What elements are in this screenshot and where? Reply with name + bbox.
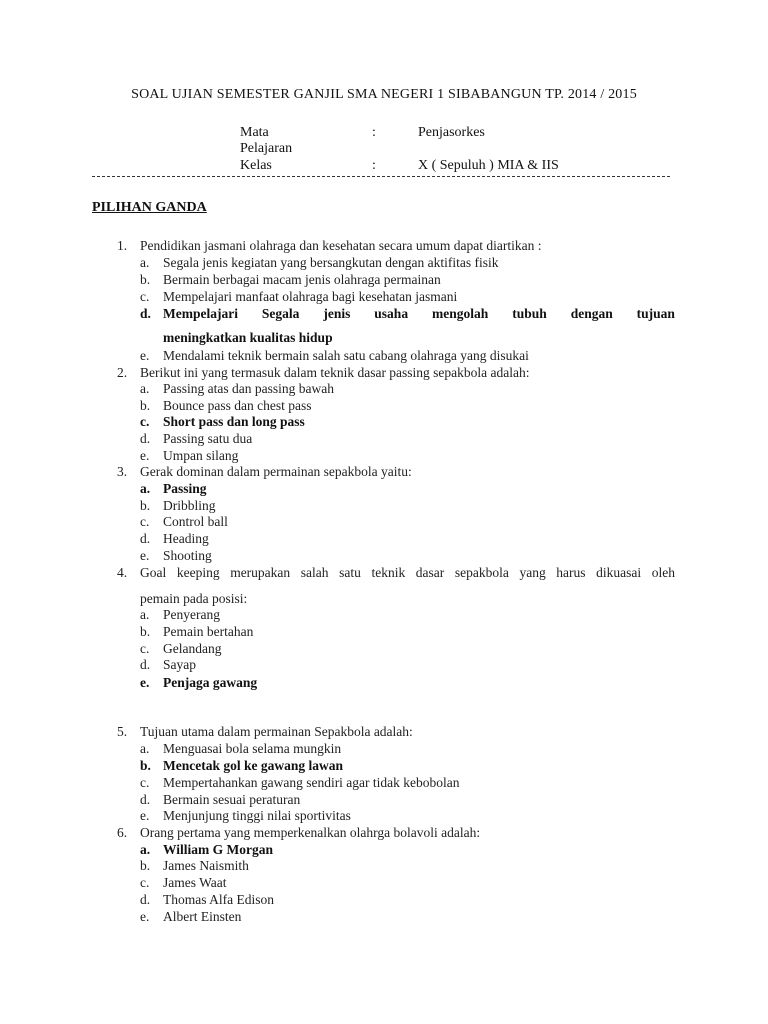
option-letter: b. [140,398,151,413]
option-text: Bermain berbagai macam jenis olahraga permainan [163,272,441,287]
option-text: Control ball [163,514,228,529]
option-word: tujuan [636,306,675,321]
option-letter: b. [140,498,151,513]
option-word: jenis [323,306,351,321]
option-letter: b. [140,858,151,873]
option-word: tubuh [512,306,547,321]
option-text: Penjaga gawang [163,675,258,690]
option-letter: a. [140,741,150,756]
option-letter: e. [140,348,150,363]
option-letter: d. [140,792,151,807]
option-word: mengolah [432,306,489,321]
option-text: Gelandang [163,641,222,656]
option-letter: a. [140,842,151,857]
question-word: Goal [140,565,167,580]
question-number: 2. [117,365,128,380]
option-text: Umpan silang [163,448,239,463]
option-letter: d. [140,531,151,546]
option-text: Heading [163,531,209,546]
question-word: merupakan [230,565,291,580]
option-word: usaha [374,306,409,321]
question-word: salah [300,565,329,580]
option-letter: e. [140,909,150,924]
option-letter: d. [140,431,151,446]
option-text: James Waat [163,875,227,890]
option-letter: c. [140,514,150,529]
page-title: SOAL UJIAN SEMESTER GANJIL SMA NEGERI 1 SIBABANGUN TP. 2014 / 2015 [131,87,637,102]
option-letter: a. [140,481,151,496]
option-text: Shooting [163,548,212,563]
option-letter: c. [140,875,150,890]
class-label: Kelas [240,158,272,173]
question-text: Orang pertama yang memperkenalkan olahrga bolavoli adalah: [140,825,481,840]
option-text: Mempertahankan gawang sendiri agar tidak kebobolan [163,775,460,790]
dashed-divider [92,176,670,177]
class-value: X ( Sepuluh ) MIA & IIS [418,158,559,173]
question-text: Gerak dominan dalam permainan sepakbola yaitu: [140,464,412,479]
question-text: Pendidikan jasmani olahraga dan kesehatan secara umum dapat diartikan : [140,238,542,253]
option-word: Mempelajari [163,306,238,321]
option-text: William G Morgan [163,842,273,857]
option-text: Menguasai bola selama mungkin [163,741,342,756]
option-text: Bounce pass dan chest pass [163,398,312,413]
option-text: Mencetak gol ke gawang lawan [163,758,343,773]
option-letter: c. [140,414,150,429]
option-text: Menjunjung tinggi nilai sportivitas [163,808,351,823]
option-text: meningkatkan kualitas hidup [163,330,333,345]
question-word: oleh [651,565,675,580]
option-word: Segala [261,306,300,321]
option-letter: c. [140,775,150,790]
option-text: Penyerang [163,607,220,622]
question-word: dikuasai [596,565,642,580]
option-text: Segala jenis kegiatan yang bersangkutan dengan aktifitas fisik [163,255,499,270]
option-letter: b. [140,624,151,639]
option-letter: c. [140,289,150,304]
option-text: Passing satu dua [163,431,253,446]
question-number: 1. [117,238,128,253]
option-text: Dribbling [163,498,216,513]
option-letter: e. [140,548,150,563]
question-word: sepakbola [454,565,509,580]
option-letter: d. [140,657,151,672]
option-letter: b. [140,272,151,287]
option-letter: e. [140,808,150,823]
option-text: Short pass dan long pass [163,414,305,429]
question-word: dasar [415,565,445,580]
option-letter: d. [140,892,151,907]
option-text: Albert Einsten [163,909,242,924]
subject-colon: : [372,125,376,140]
option-letter: a. [140,607,150,622]
option-letter: e. [140,675,150,690]
option-text: James Naismith [163,858,249,873]
option-letter: c. [140,641,150,656]
option-text: Passing atas dan passing bawah [163,381,334,396]
option-word: dengan [570,306,613,321]
question-word: satu [339,565,361,580]
question-word: teknik [371,565,406,580]
question-number: 3. [117,464,128,479]
option-1d-line1 [163,306,675,322]
option-text: Thomas Alfa Edison [163,892,274,907]
question-word: keeping [176,565,220,580]
option-text: Mendalami teknik bermain salah satu cabang olahraga yang disukai [163,348,529,363]
subject-value: Penjasorkes [418,125,485,140]
question-text: Tujuan utama dalam permainan Sepakbola adalah: [140,724,413,739]
option-letter: a. [140,255,150,270]
option-letter: d. [140,306,151,321]
question-number: 6. [117,825,128,840]
option-text: Bermain sesuai peraturan [163,792,301,807]
question-word: harus [556,565,586,580]
question-number: 4. [117,565,128,580]
option-text: Mempelajari manfaat olahraga bagi kesehatan jasmani [163,289,458,304]
option-letter: a. [140,381,150,396]
option-text: Sayap [163,657,196,672]
section-title: PILIHAN GANDA [92,200,207,215]
question-4-line1 [140,565,675,581]
question-text: Berikut ini yang termasuk dalam teknik dasar passing sepakbola adalah: [140,365,530,380]
subject-label: Mata Pelajaran [240,125,293,156]
class-colon: : [372,158,376,173]
question-text: pemain pada posisi: [140,591,248,606]
option-text: Passing [163,481,207,496]
option-text: Pemain bertahan [163,624,254,639]
question-word: yang [519,565,546,580]
question-number: 5. [117,724,128,739]
option-letter: b. [140,758,151,773]
option-letter: e. [140,448,150,463]
